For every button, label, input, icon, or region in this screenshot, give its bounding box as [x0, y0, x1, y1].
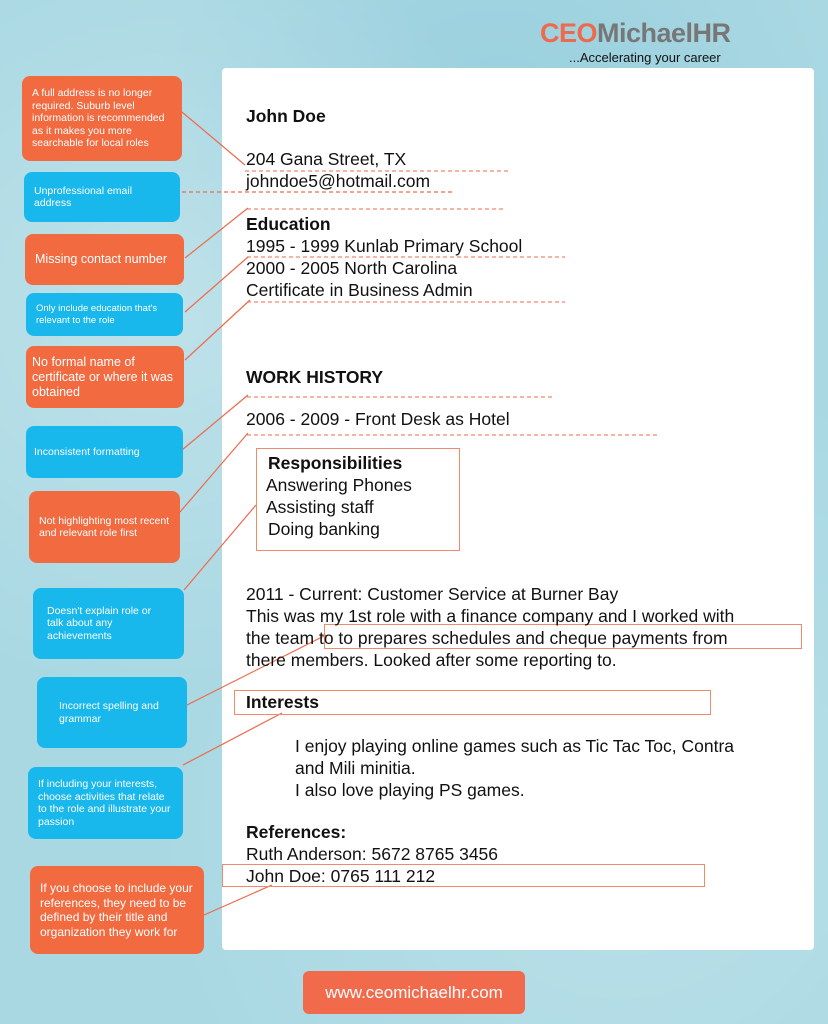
work-history-heading: WORK HISTORY	[246, 367, 384, 387]
callout-interests: If including your interests, choose activities that relate to the role and illustrate your passion	[28, 767, 183, 839]
responsibility-item: Assisting staff	[266, 497, 374, 517]
brand-logo: CEOMichaelHR	[540, 18, 731, 48]
education-heading: Education	[246, 214, 331, 234]
education-item: 1995 - 1999 Kunlab Primary School	[246, 236, 523, 256]
connector-references	[204, 885, 272, 915]
reference-item: Ruth Anderson: 5672 8765 3456	[246, 844, 499, 864]
job1-title: 2006 - 2009 - Front Desk as Hotel	[246, 409, 510, 429]
callout-certificate: No formal name of certificate or where it was obtained	[26, 346, 184, 408]
callout-email: Unprofessional email address	[24, 172, 180, 222]
callout-address: A full address is no longer required. Suburb level information is recommended as it makes you more searchable for local roles	[22, 76, 182, 161]
interests-line: I also love playing PS games.	[295, 780, 525, 800]
interests-line: and Mili minitia.	[295, 758, 416, 778]
job2-description-line: the team to to prepares schedules and cheque payments from	[246, 628, 728, 648]
connector-contact	[185, 208, 248, 258]
brand-tagline: ...Accelerating your career	[569, 50, 721, 65]
education-item: Certificate in Business Admin	[246, 280, 473, 300]
reference-item: John Doe: 0765 111 212	[246, 866, 436, 886]
callout-achievements: Doesn't explain role or talk about any achievements	[33, 588, 184, 659]
responsibilities-heading: Responsibilities	[268, 453, 403, 473]
connector-education	[185, 257, 248, 312]
interests-heading: Interests	[246, 692, 319, 712]
connector-formatting	[182, 395, 248, 450]
connector-recent-role	[180, 433, 248, 512]
education-item: 2000 - 2005 North Carolina	[246, 258, 458, 278]
callout-references: If you choose to include your references, they need to be defined by their title and organization they work for	[30, 866, 204, 954]
callout-formatting: Inconsistent formatting	[26, 426, 183, 478]
references-heading: References:	[246, 822, 347, 842]
resume-address: 204 Gana Street, TX	[246, 149, 407, 169]
website-link[interactable]: www.ceomichaelhr.com	[303, 971, 525, 1014]
connector-certificate	[185, 300, 250, 360]
callout-contact-number: Missing contact number	[25, 234, 184, 285]
connector-address	[182, 112, 245, 165]
job2-description-line: there members. Looked after some reporting to.	[246, 650, 617, 670]
interests-line: I enjoy playing online games such as Tic Tac Toc, Contra	[295, 736, 735, 756]
job2-description-line: This was my 1st role with a finance company and I worked with	[246, 606, 735, 626]
connector-interests	[183, 713, 282, 765]
job2-title: 2011 - Current: Customer Service at Burner Bay	[246, 584, 619, 604]
connector-achievements	[184, 505, 256, 590]
resume-email: johndoe5@hotmail.com	[246, 171, 431, 191]
callout-spelling: Incorrect spelling and grammar	[37, 677, 187, 748]
responsibility-item: Doing banking	[268, 519, 380, 539]
resume-name: John Doe	[246, 106, 326, 126]
callout-education: Only include education that's relevant to the role	[26, 293, 183, 336]
responsibility-item: Answering Phones	[266, 475, 412, 495]
callout-recent-role: Not highlighting most recent and relevant role first	[29, 491, 180, 563]
